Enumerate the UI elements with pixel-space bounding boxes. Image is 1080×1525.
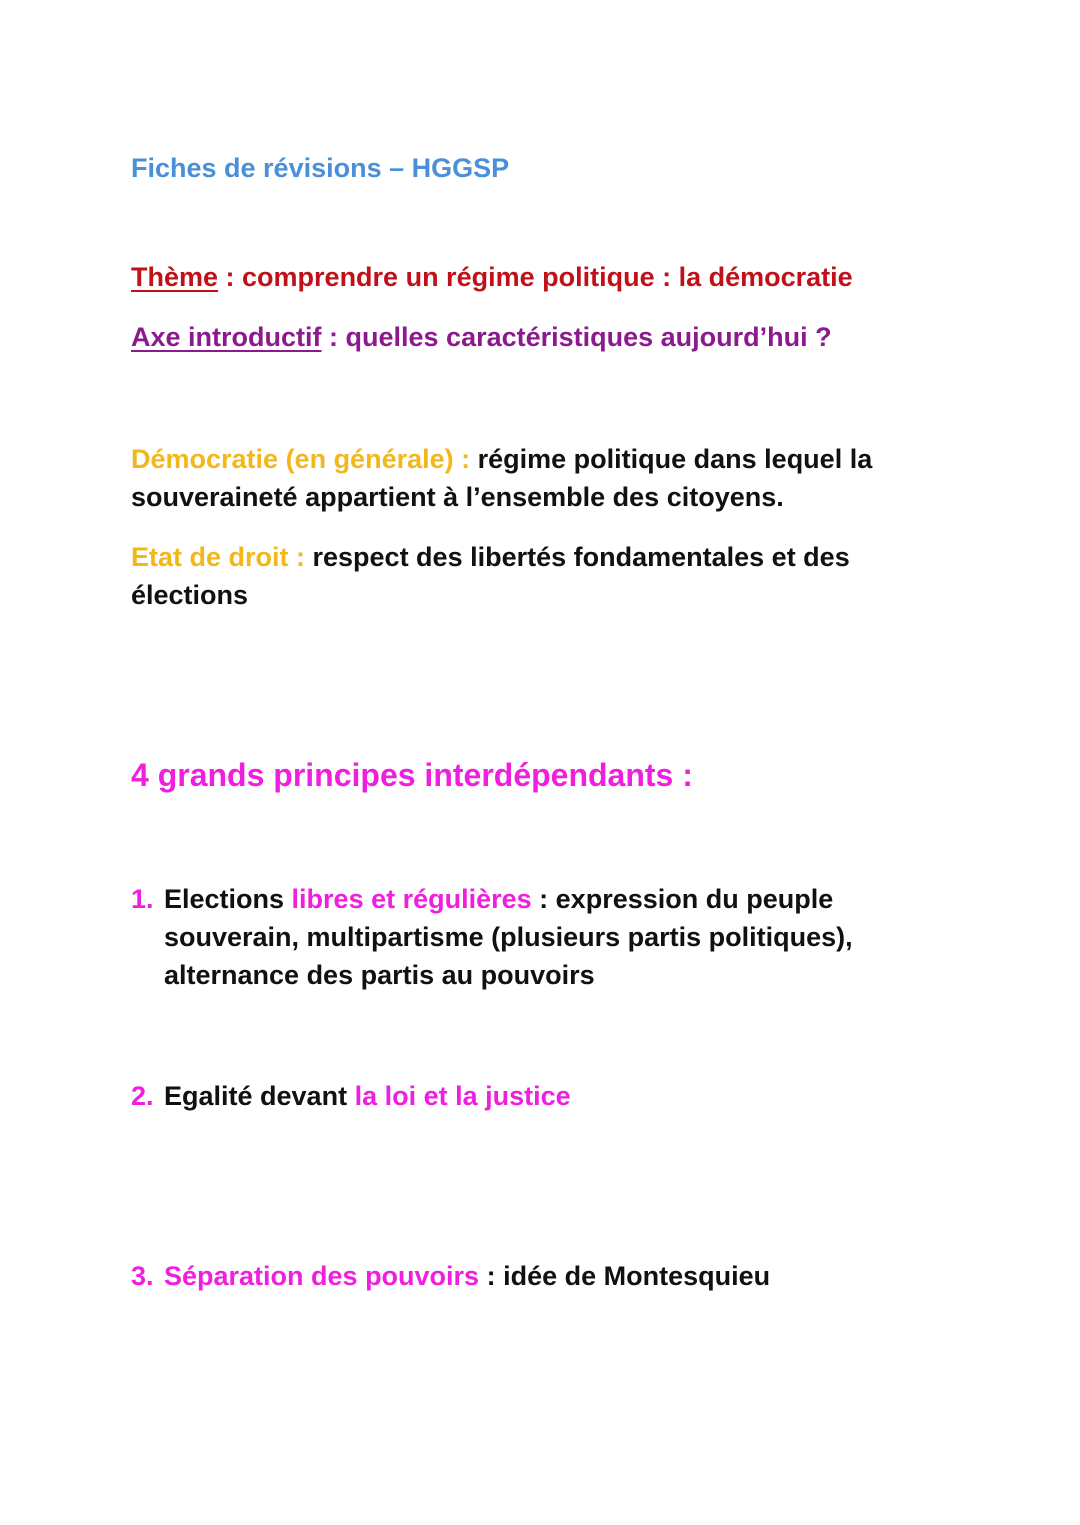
principle-highlight: la loi et la justice	[354, 1081, 571, 1111]
definition-term: Démocratie (en générale) :	[131, 444, 478, 474]
principle-item	[131, 1077, 951, 1115]
definition-text: régime politique dans lequel la souveraineté appartient à l’ensemble des citoyens.	[131, 444, 873, 512]
definition-text: respect des libertés fondamentales et des élections	[131, 542, 850, 610]
definition-democratie	[131, 440, 951, 516]
definition-etat-de-droit	[131, 538, 951, 614]
axe-separator: :	[321, 322, 346, 352]
theme-line	[131, 262, 853, 293]
principle-pre: Egalité devant	[164, 1081, 355, 1111]
principle-item	[131, 880, 951, 994]
principle-highlight: Séparation des pouvoirs	[164, 1261, 480, 1291]
principle-pre: Elections	[164, 884, 292, 914]
principle-item	[131, 1257, 951, 1295]
theme-separator: :	[218, 262, 243, 292]
theme-text: comprendre un régime politique : la démocratie	[242, 262, 853, 292]
axe-label: Axe introductif	[131, 322, 322, 352]
definition-term: Etat de droit :	[131, 542, 313, 572]
axe-text: quelles caractéristiques aujourd’hui ?	[345, 322, 832, 352]
principle-number: 3.	[131, 1261, 154, 1291]
principle-number: 2.	[131, 1081, 154, 1111]
principle-post: : expression du peuple souverain, multipartisme (plusieurs partis politiques), alternance des partis au pouvoirs	[164, 884, 853, 990]
principle-number: 1.	[131, 884, 154, 914]
principle-highlight: libres et régulières	[291, 884, 532, 914]
principle-post: : idée de Montesquieu	[479, 1261, 771, 1291]
principles-heading: 4 grands principes interdépendants :	[131, 757, 693, 793]
axe-line	[131, 322, 832, 353]
theme-label: Thème	[131, 262, 219, 292]
page-title: Fiches de révisions – HGGSP	[131, 153, 510, 183]
